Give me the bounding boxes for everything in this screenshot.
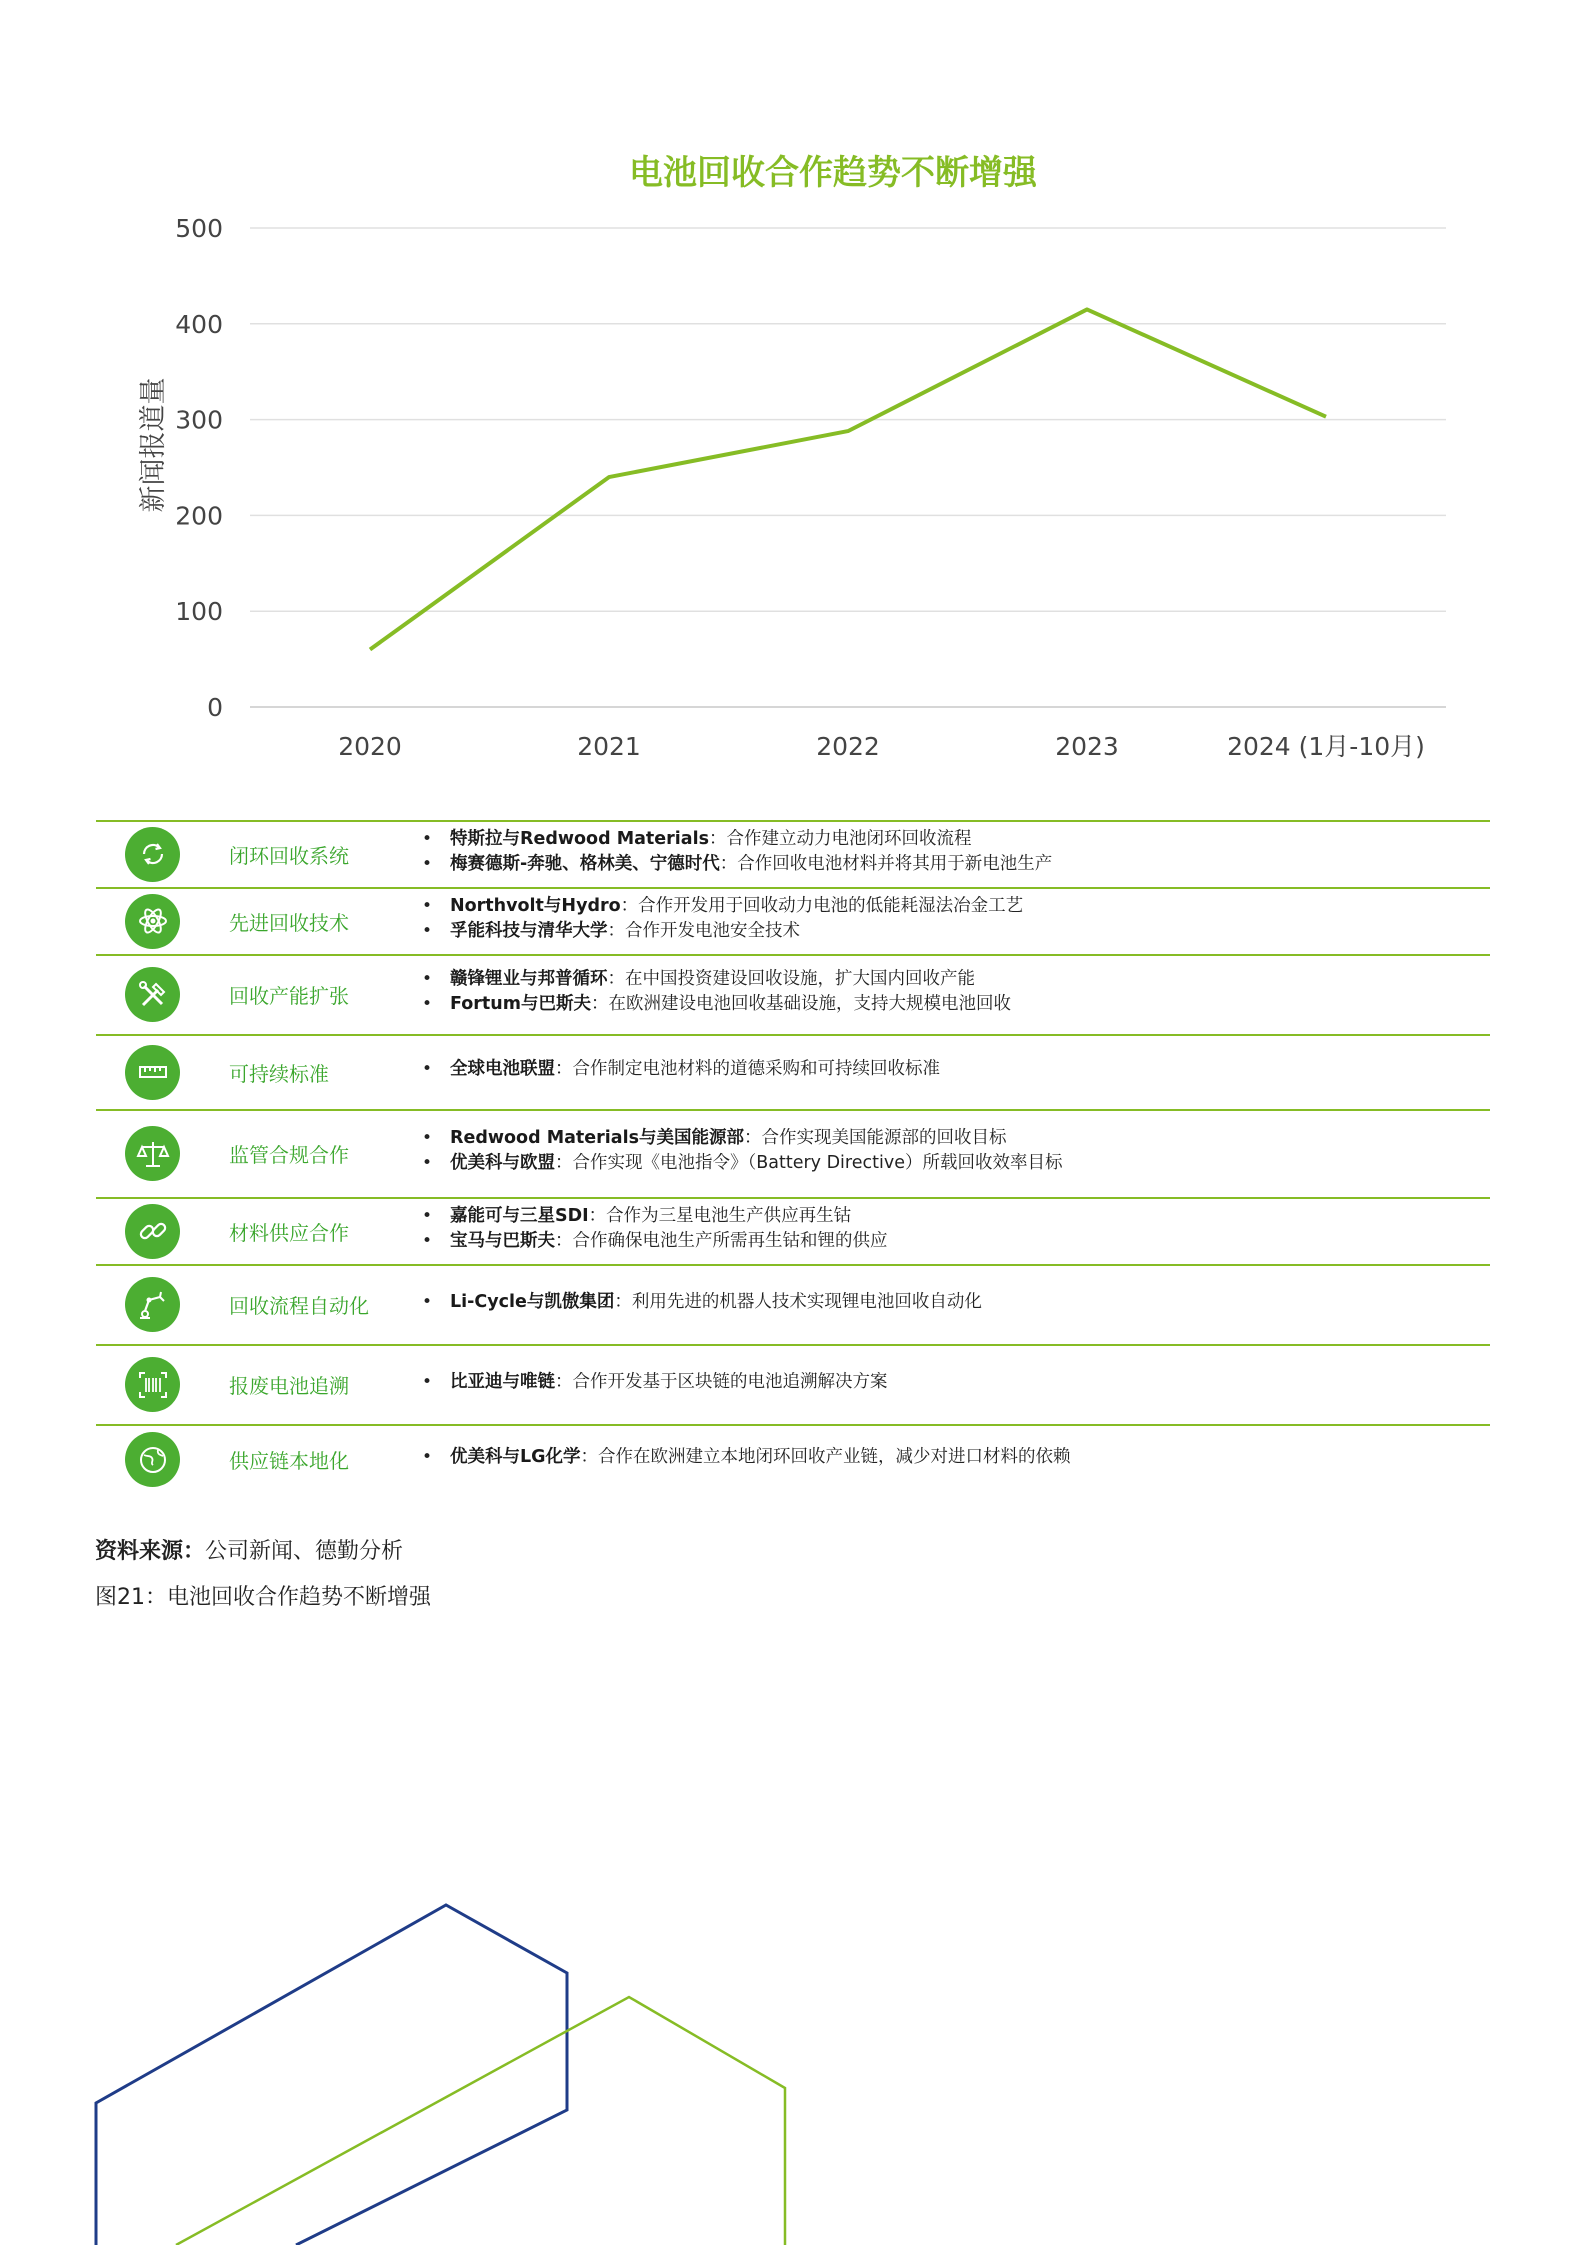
source-note (95, 1534, 403, 1565)
table-row (96, 1424, 1490, 1494)
partner-item (422, 1229, 888, 1254)
partner-name: Li-Cycle与凯傲集团 (450, 1291, 615, 1312)
figure-text: 电池回收合作趋势不断增强 (167, 1585, 432, 1610)
hexagon-green (176, 1997, 785, 2245)
table-row (96, 1034, 1490, 1109)
gridlines (250, 228, 1446, 707)
category-label: 回收产能扩张 (229, 984, 349, 1008)
table-row (96, 1344, 1490, 1424)
partner-name: 嘉能可与三星SDI (450, 1205, 589, 1226)
partner-desc: ：合作开发基于区块链的电池追溯解决方案 (555, 1371, 888, 1392)
partner-desc: ：合作在欧洲建立本地闭环回收产业链，减少对进口材料的依赖 (580, 1446, 1071, 1467)
hexagon-blue (96, 1905, 567, 2245)
ruler-icon (125, 1045, 180, 1100)
y-tick-label: 400 (175, 309, 223, 339)
x-tick-label: 2023 (1055, 732, 1119, 761)
robot-arm-icon (125, 1277, 180, 1332)
scales-icon (125, 1126, 180, 1181)
tools-icon (125, 967, 180, 1022)
table-row (96, 1264, 1490, 1344)
category-label: 先进回收技术 (229, 910, 349, 935)
partner-item (422, 1057, 940, 1082)
partner-name: 优美科与欧盟 (450, 1153, 555, 1173)
x-tick-label: 2022 (816, 732, 880, 761)
partner-name: Redwood Materials与美国能源部 (450, 1128, 745, 1148)
x-tick-label: 2021 (577, 732, 641, 761)
y-tick-label: 300 (175, 405, 223, 435)
recycle-loop-icon (125, 827, 180, 882)
table-row (96, 887, 1490, 954)
category-label: 可持续标准 (229, 1061, 329, 1086)
partner-list (422, 1057, 940, 1082)
chart-title: 电池回收合作趋势不断增强 (629, 153, 1037, 193)
partner-name: Northvolt与Hydro (450, 895, 621, 916)
partner-name: 优美科与LG化学 (450, 1446, 581, 1467)
partner-desc: ：合作开发用于回收动力电池的低能耗湿法冶金工艺 (620, 895, 1024, 916)
partner-name: 赣锋锂业与邦普循环 (450, 969, 608, 989)
decorative-hexagons (0, 1880, 1587, 2245)
figure-label: 图21： (95, 1585, 167, 1610)
partner-item (422, 1290, 982, 1315)
table-row (96, 954, 1490, 1034)
y-tick-label: 0 (207, 693, 223, 722)
partner-list (422, 827, 1052, 877)
partner-item (422, 852, 1052, 877)
category-label: 供应链本地化 (229, 1449, 349, 1473)
partner-list (422, 967, 1011, 1017)
partner-desc: ：合作为三星电池生产供应再生钴 (588, 1205, 852, 1226)
partner-name: 宝马与巴斯夫 (450, 1230, 555, 1251)
partner-item (422, 919, 1023, 944)
partner-item (422, 1370, 888, 1395)
partner-desc: ：合作确保电池生产所需再生钴和锂的供应 (555, 1230, 888, 1251)
line-chart (0, 0, 1587, 790)
partner-item (422, 992, 1011, 1017)
y-axis-label: 新闻报道量 (138, 377, 169, 513)
partner-desc: ：合作建立动力电池闭环回收流程 (709, 828, 972, 849)
partner-desc: ：合作开发电池安全技术 (607, 920, 800, 941)
partner-item (422, 827, 1052, 852)
partner-list (422, 1204, 888, 1254)
x-axis-ticks (338, 732, 1425, 761)
y-tick-label: 200 (175, 501, 223, 531)
partner-list (422, 1126, 1062, 1176)
series-line (370, 309, 1326, 649)
partner-item (422, 1126, 1062, 1151)
x-tick-label: 2024 (1月-10月) (1227, 732, 1425, 761)
figure-caption (95, 1580, 431, 1611)
partner-desc: ：合作实现美国能源部的回收目标 (744, 1128, 1007, 1148)
atom-icon (125, 894, 180, 949)
partner-desc: ：在欧洲建设电池回收基础设施，支持大规模电池回收 (590, 994, 1011, 1014)
partner-item (422, 1151, 1062, 1176)
partner-desc: ：合作实现《电池指令》（Battery Directive）所载回收效率目标 (555, 1153, 1063, 1173)
partner-list (422, 1445, 1071, 1470)
category-label: 闭环回收系统 (229, 843, 349, 868)
partner-desc: ：合作回收电池材料并将其用于新电池生产 (719, 853, 1053, 874)
globe-icon (125, 1432, 180, 1487)
partner-item (422, 1445, 1071, 1470)
partner-list (422, 1290, 982, 1315)
partner-list (422, 1370, 888, 1395)
link-icon (125, 1204, 180, 1259)
partner-name: Fortum与巴斯夫 (450, 994, 591, 1014)
partner-desc: ：合作制定电池材料的道德采购和可持续回收标准 (555, 1059, 940, 1079)
y-axis-ticks (175, 214, 223, 722)
source-label: 资料来源： (95, 1539, 206, 1564)
category-label: 材料供应合作 (229, 1220, 349, 1245)
partner-name: 全球电池联盟 (450, 1059, 555, 1079)
table-row (96, 820, 1490, 887)
category-label: 报废电池追溯 (229, 1374, 349, 1398)
partner-desc: ：在中国投资建设回收设施，扩大国内回收产能 (607, 969, 975, 989)
category-label: 回收流程自动化 (229, 1294, 369, 1318)
partner-desc: ：利用先进的机器人技术实现锂电池回收自动化 (614, 1291, 982, 1312)
category-label: 监管合规合作 (229, 1143, 349, 1167)
table-row (96, 1197, 1490, 1264)
partner-list (422, 894, 1023, 944)
partner-item (422, 1204, 888, 1229)
partner-item (422, 894, 1023, 919)
partner-name: 梅赛德斯-奔驰、格林美、宁德时代 (450, 853, 720, 874)
y-tick-label: 100 (175, 597, 223, 627)
partner-name: 孚能科技与清华大学 (450, 920, 608, 941)
y-tick-label: 500 (175, 214, 223, 243)
partner-item (422, 967, 1011, 992)
barcode-scan-icon (125, 1357, 180, 1412)
table-row (96, 1109, 1490, 1197)
x-tick-label: 2020 (338, 732, 402, 761)
partner-name: 比亚迪与唯链 (450, 1371, 555, 1392)
source-text: 公司新闻、德勤分析 (205, 1539, 404, 1564)
partner-name: 特斯拉与Redwood Materials (450, 828, 710, 849)
